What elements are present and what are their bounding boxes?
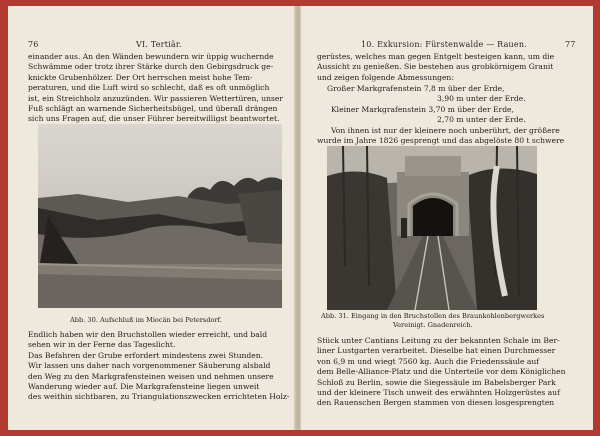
text-line: Das Befahren der Grube erfordert mindestens zwei Stunden. bbox=[28, 350, 264, 360]
measurement-row bbox=[327, 105, 526, 115]
right-text-mid bbox=[317, 126, 564, 147]
text-line: Fuß schlägt an warnende Sicherheitsbügel, und überall drängen bbox=[28, 104, 278, 114]
left-text-bottom bbox=[28, 330, 289, 403]
left-page bbox=[8, 6, 297, 430]
text-line: des weithin sichtbaren, zu Triangulationszwecken errichteten Holz- bbox=[28, 392, 290, 402]
text-line: Schloß zu Berlin, sowie die Siegessäule im Babelsberger Park bbox=[317, 377, 556, 387]
text-line: Wir lassen uns daher nach vorgenommener Säuberung alsbald bbox=[28, 361, 271, 371]
right-text-top bbox=[317, 52, 554, 83]
measurement-value: 7,8 m über der Erde, bbox=[423, 84, 505, 93]
measurement-value: 2,70 m unter der Erde. bbox=[437, 115, 526, 125]
text-line: von 6,9 m und wiegt 7560 kg. Auch die Friedenssäule auf bbox=[317, 356, 540, 366]
running-head-left: VI. Tertiär. bbox=[136, 40, 182, 49]
measurement-value: 3,70 m über der Erde, bbox=[428, 104, 514, 114]
measurement-name: Großer Markgrafenstein bbox=[327, 84, 422, 93]
text-line: ist, ein Streichholz anzuzünden. Wir passieren Wettertüren, unser bbox=[28, 93, 284, 103]
figure-31-caption-line1: Abb. 31. Eingang in den Bruchstollen des Braunkohlenbergwerkes bbox=[321, 312, 545, 320]
right-text-bottom bbox=[317, 336, 566, 409]
mine-entrance-photo-svg bbox=[327, 146, 537, 310]
text-line: den Weg zu den Markgrafensteinen weisen und nehmen unsere bbox=[28, 371, 274, 381]
text-line: Schwämme oder trotz ihrer Stärke durch den Gebirgsdruck ge- bbox=[28, 62, 274, 72]
text-line: sehen wir in der Ferne das Tageslicht. bbox=[28, 340, 176, 350]
text-line: wurde im Jahre 1826 gesprengt und das abgelöste 80 t schwere bbox=[317, 136, 565, 146]
page-number-left: 76 bbox=[28, 40, 39, 49]
measurement-value: 3,90 m unter der Erde. bbox=[437, 94, 526, 104]
page-number-right: 77 bbox=[565, 40, 576, 49]
text-line: Von ihnen ist nur der kleinere noch unberührt, der größere bbox=[331, 126, 560, 135]
measurement-row bbox=[327, 84, 526, 94]
measurement-name: Kleiner Markgrafenstein bbox=[331, 104, 426, 114]
text-line: gerüstes, welches man gegen Entgelt besteigen kann, um die bbox=[317, 52, 555, 61]
text-line: und der kleinere Tisch unweit des erwähnten Holzgerüstes auf bbox=[317, 388, 560, 398]
figure-30-photo bbox=[38, 124, 282, 308]
text-line: knickte Grubenhölzer. Der Ort herrschen meist hohe Tem- bbox=[28, 72, 253, 82]
text-line: einander aus. An den Wänden bewundern wir üppig wuchernde bbox=[28, 52, 274, 61]
text-line: Aussicht zu genießen. Sie bestehen aus grobkörnigem Granit bbox=[317, 62, 554, 72]
measurement-row bbox=[327, 115, 526, 125]
figure-31-caption-line2: Vereinigt. Gnadenreich. bbox=[393, 321, 473, 329]
figure-30-caption: Abb. 30. Aufschluß im Miocän bei Petersdorf. bbox=[70, 316, 222, 324]
right-page bbox=[300, 6, 593, 430]
text-line: peraturen, und die Luft wird so schlecht, daß es oft unmöglich bbox=[28, 83, 270, 93]
quarry-photo-svg bbox=[38, 124, 282, 308]
text-line: Stück unter Cantians Leitung zu der bekannten Schale im Ber- bbox=[317, 336, 560, 345]
figure-31-photo bbox=[327, 146, 537, 310]
running-head-right: 10. Exkursion: Fürstenwalde — Rauen. bbox=[361, 40, 527, 49]
text-line: sich uns Fragen auf, die unser Führer bereitwilligst beantwortet. bbox=[28, 114, 280, 124]
text-line: Endlich haben wir den Bruchstollen wieder erreicht, und bald bbox=[28, 330, 268, 339]
text-line: liner Lustgarten verarbeitet. Dieselbe hat einen Durchmesser bbox=[317, 346, 556, 356]
text-line: den Rauenschen Bergen stammen von diesen losgesprengten bbox=[317, 398, 555, 408]
left-text-top bbox=[28, 52, 283, 125]
measurements-list bbox=[327, 84, 526, 126]
text-line: dem Belle-Alliance-Platz und die Unterteile vor dem Königlichen bbox=[317, 367, 566, 377]
text-line: und zeigen folgende Abmessungen: bbox=[317, 72, 454, 82]
text-line: Wanderung wieder auf. Die Markgrafensteine liegen unweit bbox=[28, 382, 260, 392]
measurement-row bbox=[327, 94, 526, 104]
